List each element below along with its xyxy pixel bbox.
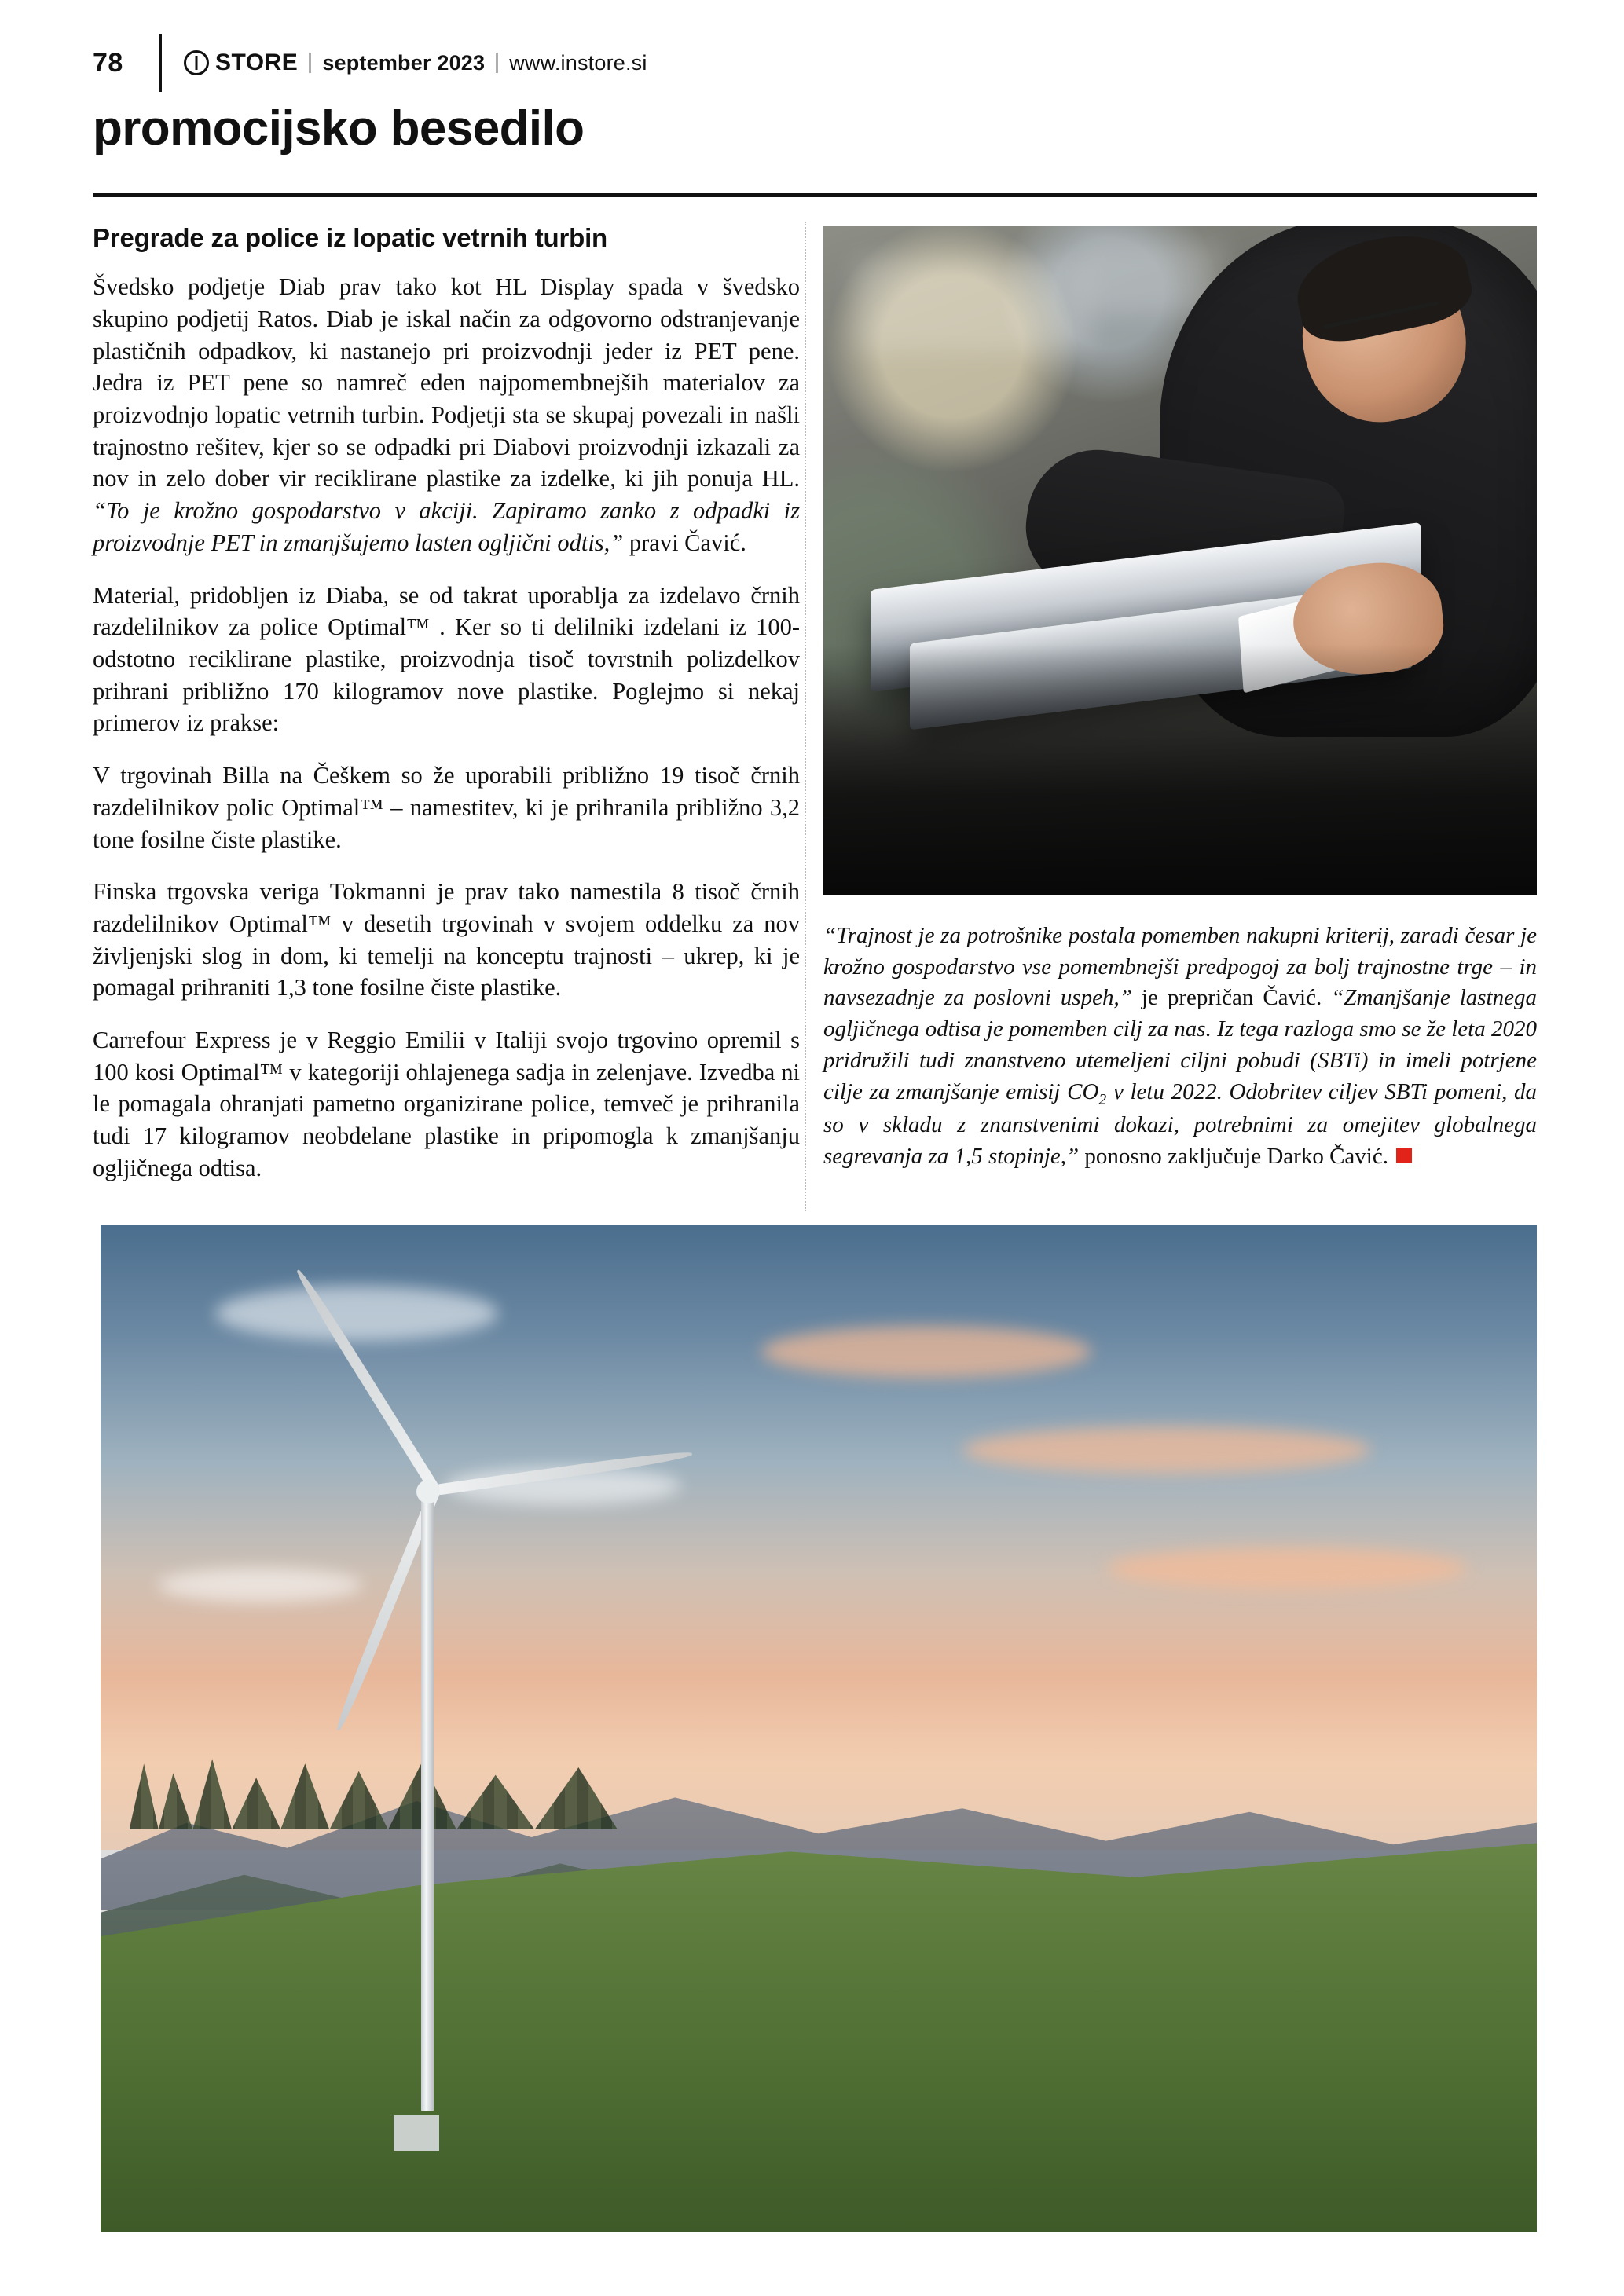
inline-quote-attribution: pravi Čavić. [623,529,746,556]
photo-shadow-overlay [823,644,1537,895]
brand-logo [184,49,298,76]
cloud [1106,1547,1468,1590]
instore-circle-icon [184,50,209,75]
pull-quote-part2: “Zmanjšanje lastnega ogljičnega odtisa je pomemben cilj za nas. Iz tega razloga smo se že leta 2020 pridružili tudi znanstveno utemeljeni ciljni pobudi (SBTi) in imeli potrjene cilje za zmanjšanje emisij CO [823,985,1537,1104]
article-paragraph: Material, pridobljen iz Diaba, se od takrat uporablja za izdelavo črnih razdelilnikov za police Optimal™ . Ker so ti delilniki izdelani iz 100-odstotno reciklirane plastike, proizvodnja tisoč tovrstnih polizdelkov prihrani približno 170 kilogramov nove plastike. Poglejmo si nekaj primerov iz prakse: [93,581,800,737]
turbine-base [394,2115,439,2151]
turbine-tower [421,1487,434,2111]
pull-quote-part3: v letu 2022. Odobritev ciljev SBTi pomeni, da so v skladu z znanstvenimi dokazi, potrebnimi za omejitev globalnega segrevanja za 1,5 stopinje,” [823,1078,1537,1170]
article-paragraph: V trgovinah Billa na Češkem so že uporabili približno 19 tisoč črnih razdelilnikov polic Optimal™ – namestitev, ki je prihranila približno 3,2 tone fosilne čiste plastike. [93,762,800,853]
cloud [761,1326,1091,1378]
website-url: www.instore.si [509,50,647,75]
cloud [158,1568,362,1602]
cloud [215,1286,498,1341]
header-rule [93,193,1537,197]
brand-name: STORE [215,49,299,75]
masthead-info [184,49,647,76]
left-column [93,222,800,1185]
wind-turbine-photo [101,1225,1537,2232]
article-paragraph: Carrefour Express je v Reggio Emilii v Italiji svojo trgovino opremil s 100 kosi Optimal™ v kategoriji ohlajenega sadja in zelenjave. Izvedba ni le pomagala ohranjati pametno organizirane police, temveč je prihranila tudi 17 kilogramov neobdelane plastike in pripomogla k zmanjšanju ogljičnega odtisa. [93,1027,800,1181]
page-kicker: promocijsko besedilo [93,101,585,156]
article-subhead: Pregrade za police iz lopatic vetrnih turbin [93,223,608,252]
paragraph-text: Švedsko podjetje Diab prav tako kot HL Display spada v švedsko skupino podjetij Ratos. Diab je iskal način za odgovorno odstranjevanje plastičnih odpadkov, ki nastanejo pri proizvodnji jeder iz PET pene. Jedra iz PET pene so namreč eden najpomembnejših materialov za proizvodnjo lopatic vetrnih turbin. Podjetji sta se skupaj povezali in našli trajnostno rešitev, kjer so se odpadki pri Diabovi proizvodnji izkazali za nov in zelo dober vir reciklirane plastike za izdelke, ki jih ponuja HL. [93,273,800,493]
column-divider [805,222,808,1211]
pull-quote-attribution-2: ponosno zaključuje Darko Čavić. [1079,1144,1388,1170]
end-mark-icon [1396,1148,1412,1163]
page-number: 78 [93,47,123,78]
issue-date: september 2023 [322,50,486,75]
separator-icon [309,53,311,73]
photo-highlight [855,258,1091,352]
pull-quote-part1: “Trajnost je za potrošnike postala pomemben nakupni kriterij, zaradi česar je krožno gospodarstvo vse pomembnejši predpogoj za bolj trajnostne trge – in navsezadnje za poslovni uspeh,” [823,923,1537,1011]
workshop-photo [823,226,1537,895]
co2-subscript: 2 [1098,1090,1107,1108]
article-paragraph [93,271,800,558]
masthead [93,31,1537,94]
masthead-divider [159,34,162,92]
separator-icon [496,53,498,73]
pull-quote [823,921,1537,1173]
inline-quote: “To je krožno gospodarstvo v akciji. Zapiramo zanko z odpadki iz proizvodnje PET in zmanjšujemo lasten ogljični odtis,” [93,497,800,556]
cloud [962,1426,1371,1474]
article-paragraph: Finska trgovska veriga Tokmanni je prav tako namestila 8 tisoč črnih razdelilnikov Optimal™ v desetih trgovinah v svojem oddelku za nov življenjski slog in dom, ki temelji na konceptu trajnosti – ukrep, ki je pomagal prihraniti 1,3 tone fosilne čiste plastike. [93,878,800,1002]
pull-quote-attribution-1: je prepričan Čavić. [1131,985,1332,1011]
